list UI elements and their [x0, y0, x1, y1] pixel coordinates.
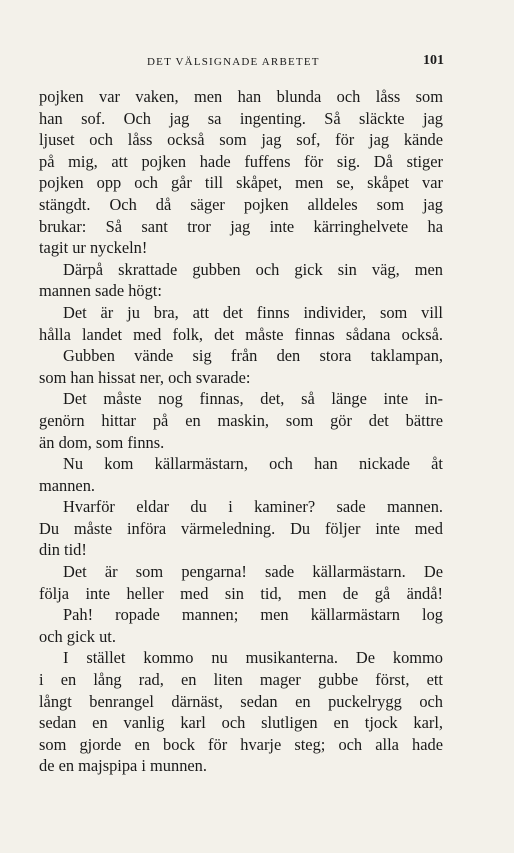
text-line: Hvarför eldar du i kaminer? sade mannen. — [63, 497, 443, 517]
running-header-title: DET VÄLSIGNADE ARBETET — [147, 56, 320, 68]
text-line: hålla landet med folk, det måste finnas sådana också. — [39, 324, 443, 344]
text-line: mannen sade högt: — [39, 281, 162, 301]
text-line: han sof. Och jag sa ingenting. Så släckte jag — [39, 108, 443, 128]
text-line: Det är ju bra, att det finns individer, som vill — [63, 302, 443, 322]
text-line: tagit ur nyckeln! — [39, 238, 148, 258]
text-line: Gubben vände sig från den stora taklampan, — [63, 346, 443, 366]
text-line: som gjorde en bock för hvarje steg; och alla hade — [39, 734, 443, 754]
text-line: följa inte heller med sin tid, men de gå ändå! — [39, 583, 443, 603]
text-line: Pah! ropade mannen; men källarmästarn log — [63, 605, 443, 625]
text-line: pojken var vaken, men han blunda och låss som — [39, 87, 443, 106]
text-line: Det är som pengarna! sade källarmästarn. De — [63, 562, 443, 582]
text-line: brukar: Så sant tror jag inte kärringhelvete ha — [39, 216, 443, 236]
body-text — [39, 86, 443, 777]
text-line: mannen. — [39, 475, 95, 495]
text-line: sedan en vanlig karl och slutligen en tjock karl, — [39, 713, 443, 733]
text-line: Nu kom källarmästarn, och han nickade åt — [63, 454, 443, 474]
text-line: din tid! — [39, 540, 87, 560]
text-line: ljuset och låss också som jag sof, för jag kände — [39, 130, 443, 150]
page-number: 101 — [423, 53, 444, 68]
text-line: på mig, att pojken hade fuffens för sig. Då stiger — [39, 151, 443, 171]
text-line: de en majspipa i munnen. — [39, 756, 207, 776]
text-line: Du måste införa värmeledning. Du följer inte med — [39, 518, 443, 538]
text-line: Det måste nog finnas, det, så länge inte in- — [63, 389, 443, 409]
text-line: än dom, som finns. — [39, 432, 165, 452]
text-line: långt benrangel därnäst, sedan en puckelrygg och — [39, 691, 443, 711]
text-line: stängdt. Och då säger pojken alldeles som jag — [39, 194, 443, 214]
text-line: pojken opp och går till skåpet, men se, skåpet var — [39, 173, 443, 193]
text-line: som han hissat ner, och svarade: — [39, 367, 251, 387]
text-line: och gick ut. — [39, 626, 116, 646]
text-line: I stället kommo nu musikanterna. De kommo — [63, 648, 443, 668]
text-line: genörn hittar på en maskin, som gör det bättre — [39, 410, 443, 430]
text-line: Därpå skrattade gubben och gick sin väg, men — [63, 259, 443, 279]
text-line: i en lång rad, en liten mager gubbe först, ett — [39, 670, 443, 690]
